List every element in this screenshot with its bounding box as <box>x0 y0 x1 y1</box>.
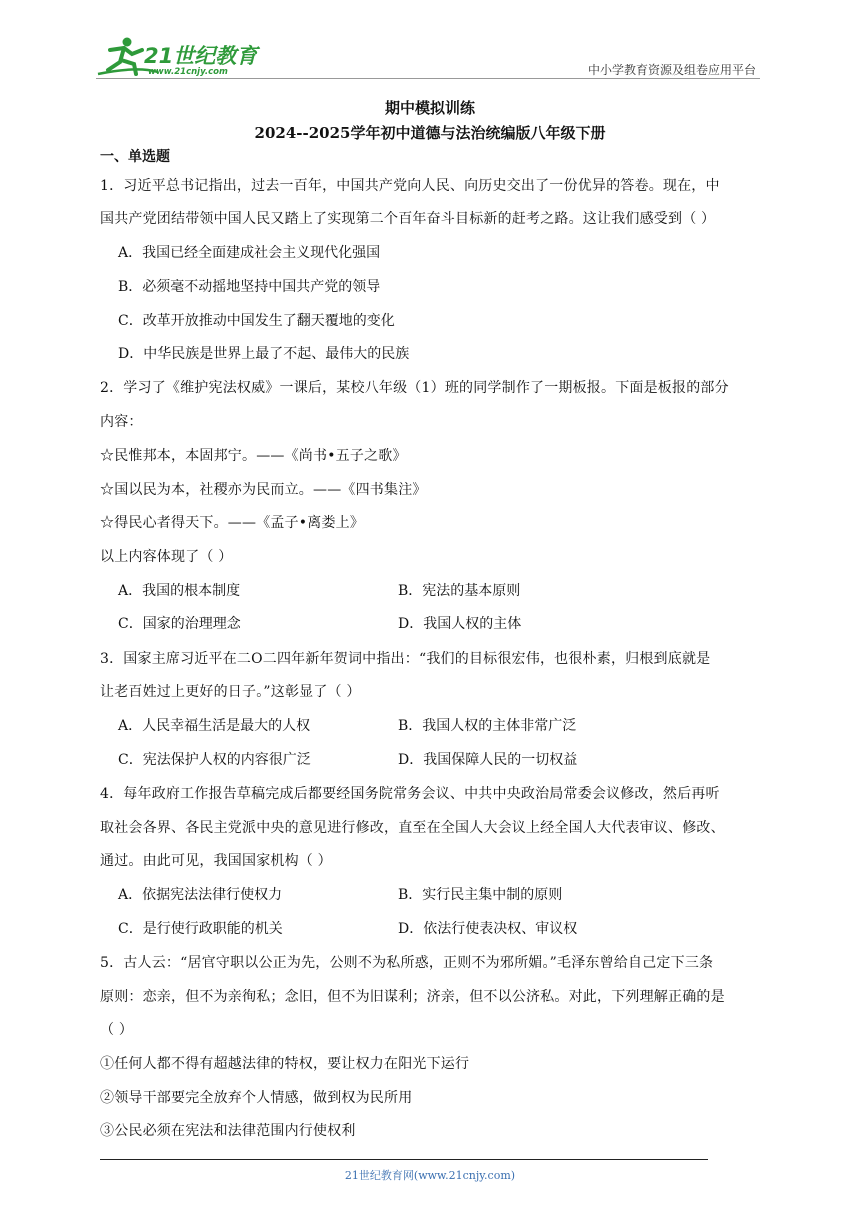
site-logo <box>96 36 266 78</box>
q5-stem-line-3: （ ） <box>100 1022 134 1038</box>
q5-statement-3: ③公民必须在宪法和法律范围内行使权利 <box>100 1123 356 1139</box>
q2-option-d: D．我国人权的主体 <box>398 616 522 632</box>
q4-option-b: B．实行民主集中制的原则 <box>398 887 563 903</box>
footer-divider <box>100 1159 708 1160</box>
q3-option-b: B．我国人权的主体非常广泛 <box>398 718 577 734</box>
q1-stem-line-1: 1．习近平总书记指出，过去一百年，中国共产党向人民、向历史交出了一份优异的答卷。现在，中 <box>100 178 720 194</box>
svg-text:21世纪教育: 21世纪教育 <box>144 44 258 68</box>
q2-stem-line-1: 2．学习了《维护宪法权威》一课后，某校八年级（1）班的同学制作了一期板报。下面是板报的部分 <box>100 380 729 396</box>
q5-stem-line-1: 5．古人云：“居官守职以公正为先，公则不为私所惑，正则不为邪所媚。”毛泽东曾给自己定下三条 <box>100 955 714 971</box>
q4-stem-line-1: 4．每年政府工作报告草稿完成后都要经国务院常务会议、中共中央政治局常委会议修改，然后再听 <box>100 786 720 802</box>
q1-option-b: B．必须毫不动摇地坚持中国共产党的领导 <box>118 279 381 295</box>
q3-stem-line-2: 让老百姓过上更好的日子。”这彰显了（ ） <box>100 684 361 700</box>
svg-text:www.21cnjy.com: www.21cnjy.com <box>148 67 228 77</box>
q2-quote-3: ☆得民心者得天下。——《孟子•离娄上》 <box>100 515 365 531</box>
page-header <box>96 36 760 80</box>
q2-option-b: B．宪法的基本原则 <box>398 583 521 599</box>
title-line-1: 期中模拟训练 <box>384 99 475 117</box>
q2-stem-line-2: 内容： <box>100 414 143 430</box>
q4-stem-line-2: 取社会各界、各民主党派中央的意见进行修改，直至在全国人大会议上经全国人大代表审议、修改、 <box>100 820 725 836</box>
q3-option-a: A．人民幸福生活是最大的人权 <box>118 718 311 734</box>
q3-option-d: D．我国保障人民的一切权益 <box>398 752 578 768</box>
q4-option-d: D．依法行使表决权、审议权 <box>398 921 578 937</box>
footer-link[interactable]: 21世纪教育网(www.21cnjy.com) <box>344 1169 516 1182</box>
q1-option-d: D．中华民族是世界上最了不起、最伟大的民族 <box>118 346 410 362</box>
q5-statement-2: ②领导干部要完全放弃个人情感，做到权为民所用 <box>100 1090 413 1106</box>
q1-option-a: A．我国已经全面建成社会主义现代化强国 <box>118 245 381 261</box>
platform-name: 中小学教育资源及组卷应用平台 <box>587 63 756 77</box>
q3-stem-line-1: 3．国家主席习近平在二O二四年新年贺词中指出：“我们的目标很宏伟，也很朴素，归根到底就是 <box>100 651 711 667</box>
q2-option-c: C．国家的治理理念 <box>118 616 241 632</box>
header-divider <box>96 78 760 79</box>
q2-quote-2: ☆国以民为本，社稷亦为民而立。——《四书集注》 <box>100 482 427 498</box>
title-line-2: 2024--2025学年初中道德与法治统编版八年级下册 <box>254 124 606 142</box>
q4-option-c: C．是行使行政职能的机关 <box>118 921 283 937</box>
q1-stem-line-2: 国共产党团结带领中国人民又踏上了实现第二个百年奋斗目标新的赶考之路。这让我们感受到（ ） <box>100 211 716 227</box>
q3-option-c: C．宪法保护人权的内容很广泛 <box>118 752 311 768</box>
q2-option-a: A．我国的根本制度 <box>118 583 241 599</box>
q2-quote-1: ☆民惟邦本，本固邦宁。——《尚书•五子之歌》 <box>100 448 407 464</box>
q2-question: 以上内容体现了（ ） <box>100 549 233 565</box>
section-heading: 一、单选题 <box>100 149 170 165</box>
q1-option-c: C．改革开放推动中国发生了翻天覆地的变化 <box>118 313 395 329</box>
q4-stem-line-3: 通过。由此可见，我国国家机构（ ） <box>100 853 332 869</box>
q5-statement-1: ①任何人都不得有超越法律的特权，要让权力在阳光下运行 <box>100 1056 470 1072</box>
q5-stem-line-2: 原则：恋亲，但不为亲徇私；念旧，但不为旧谋利；济亲，但不以公济私。对此，下列理解正确的是 <box>100 989 725 1005</box>
q4-option-a: A．依据宪法法律行使权力 <box>118 887 283 903</box>
